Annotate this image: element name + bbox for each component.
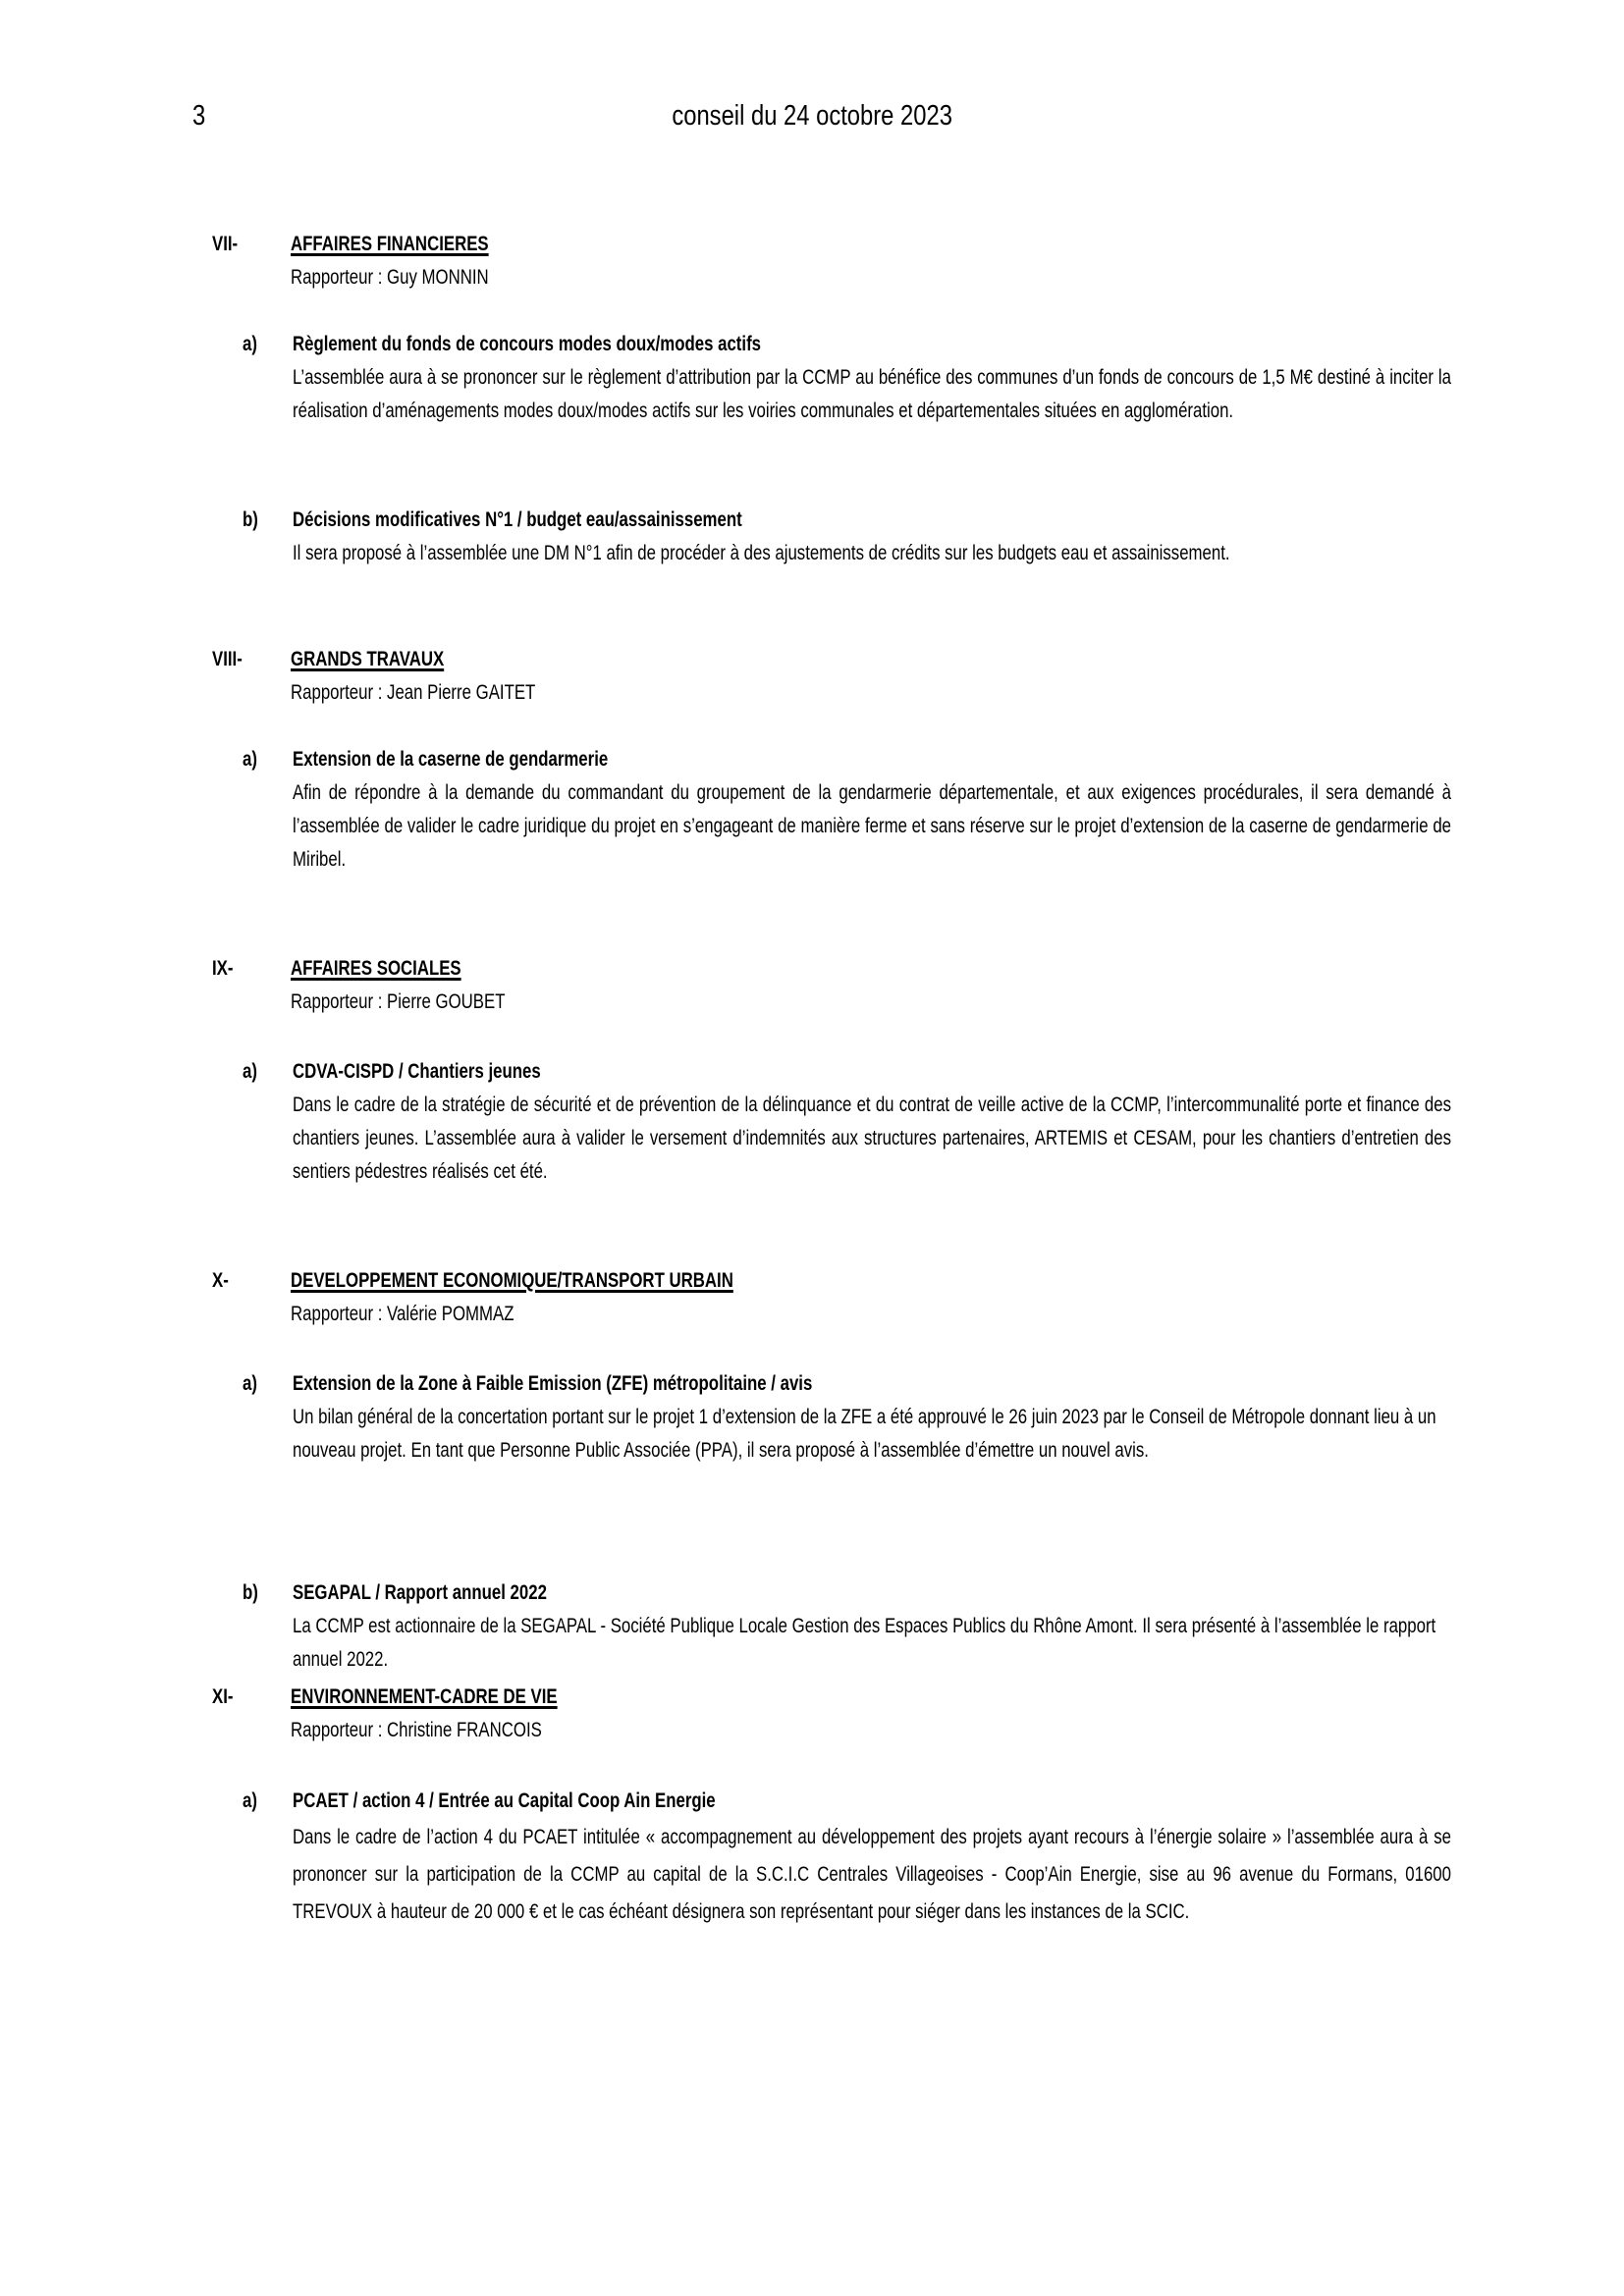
section-title: ENVIRONNEMENT-CADRE DE VIE (291, 1685, 558, 1708)
item-body: La CCMP est actionnaire de la SEGAPAL - Société Publique Locale Gestion des Espaces Publics du Rhône Amont. Il sera présenté à l’assemblée le rapport annuel 2022. (293, 1615, 1436, 1671)
section-rapporteur: Rapporteur : Jean Pierre GAITET (291, 681, 536, 704)
section-number: VIII- (212, 648, 243, 670)
item-body: Dans le cadre de l’action 4 du PCAET intitulée « accompagnement au développement des projets ayant recours à l’énergie solaire » l’assemblée aura à se prononcer sur la participation de la CCMP au capital de la S.C.I.C Centrales Villageoises - Coop’Ain Energie, sise au 96 avenue du Formans, 01600 TREVOUX à hauteur de 20 000 € et le cas échéant désignera son représentant pour siéger dans les instances de la SCIC. (293, 1826, 1451, 1923)
section-title: DEVELOPPEMENT ECONOMIQUE/TRANSPORT URBAIN (291, 1269, 733, 1292)
section-title: AFFAIRES SOCIALES (291, 957, 461, 980)
item-letter: a) (243, 1789, 257, 1812)
section-number: VII- (212, 233, 239, 255)
section-number: X- (212, 1269, 229, 1292)
item-title: Décisions modificatives N°1 / budget eau/assainissement (293, 508, 742, 531)
section-number: XI- (212, 1685, 234, 1708)
section-title: AFFAIRES FINANCIERES (291, 233, 489, 255)
section-rapporteur: Rapporteur : Guy MONNIN (291, 266, 489, 289)
section-rapporteur: Rapporteur : Christine FRANCOIS (291, 1719, 542, 1741)
item-body: Il sera proposé à l’assemblée une DM N°1 afin de procéder à des ajustements de crédits sur les budgets eau et assainissement. (293, 542, 1230, 564)
section-number: IX- (212, 957, 234, 980)
item-title: Règlement du fonds de concours modes doux/modes actifs (293, 333, 762, 355)
item-title: Extension de la Zone à Faible Emission (ZFE) métropolitaine / avis (293, 1372, 813, 1395)
item-title: PCAET / action 4 / Entrée au Capital Coop Ain Energie (293, 1789, 716, 1812)
page-number: 3 (192, 100, 206, 132)
item-title: SEGAPAL / Rapport annuel 2022 (293, 1581, 547, 1604)
item-title: Extension de la caserne de gendarmerie (293, 748, 609, 771)
section-rapporteur: Rapporteur : Valérie POMMAZ (291, 1303, 514, 1325)
item-body: Dans le cadre de la stratégie de sécurité et de prévention de la délinquance et du contrat de veille active de la CCMP, l’intercommunalité porte et finance des chantiers jeunes. L’assemblée aura à valider le versement d’indemnités aux structures partenaires, ARTEMIS et CESAM, pour les chantiers d’entretien des sentiers pédestres réalisés cet été. (293, 1094, 1451, 1183)
item-body: Afin de répondre à la demande du commandant du groupement de la gendarmerie départementale, et aux exigences procédurales, il sera demandé à l’assemblée de valider le cadre juridique du projet en s’engageant de manière ferme et sans réserve sur le projet d’extension de la caserne de gendarmerie de Miribel. (293, 781, 1451, 871)
section-rapporteur: Rapporteur : Pierre GOUBET (291, 990, 506, 1013)
item-letter: a) (243, 1060, 257, 1083)
item-letter: a) (243, 1372, 257, 1395)
item-title: CDVA-CISPD / Chantiers jeunes (293, 1060, 541, 1083)
item-letter: b) (243, 508, 258, 531)
item-letter: b) (243, 1581, 258, 1604)
section-title: GRANDS TRAVAUX (291, 648, 445, 670)
page-header-title: conseil du 24 octobre 2023 (672, 100, 952, 132)
item-body: Un bilan général de la concertation portant sur le projet 1 d’extension de la ZFE a été approuvé le 26 juin 2023 par le Conseil de Métropole donnant lieu à un nouveau projet. En tant que Personne Public Associée (PPA), il sera proposé à l’assemblée d’émettre un nouvel avis. (293, 1406, 1436, 1462)
page-header (0, 100, 1624, 132)
item-body: L’assemblée aura à se prononcer sur le règlement d’attribution par la CCMP au bénéfice des communes d’un fonds de concours de 1,5 M€ destiné à inciter la réalisation d’aménagements modes doux/modes actifs sur les voiries communales et départementales situées en agglomération. (293, 366, 1451, 422)
item-letter: a) (243, 333, 257, 355)
item-letter: a) (243, 748, 257, 771)
